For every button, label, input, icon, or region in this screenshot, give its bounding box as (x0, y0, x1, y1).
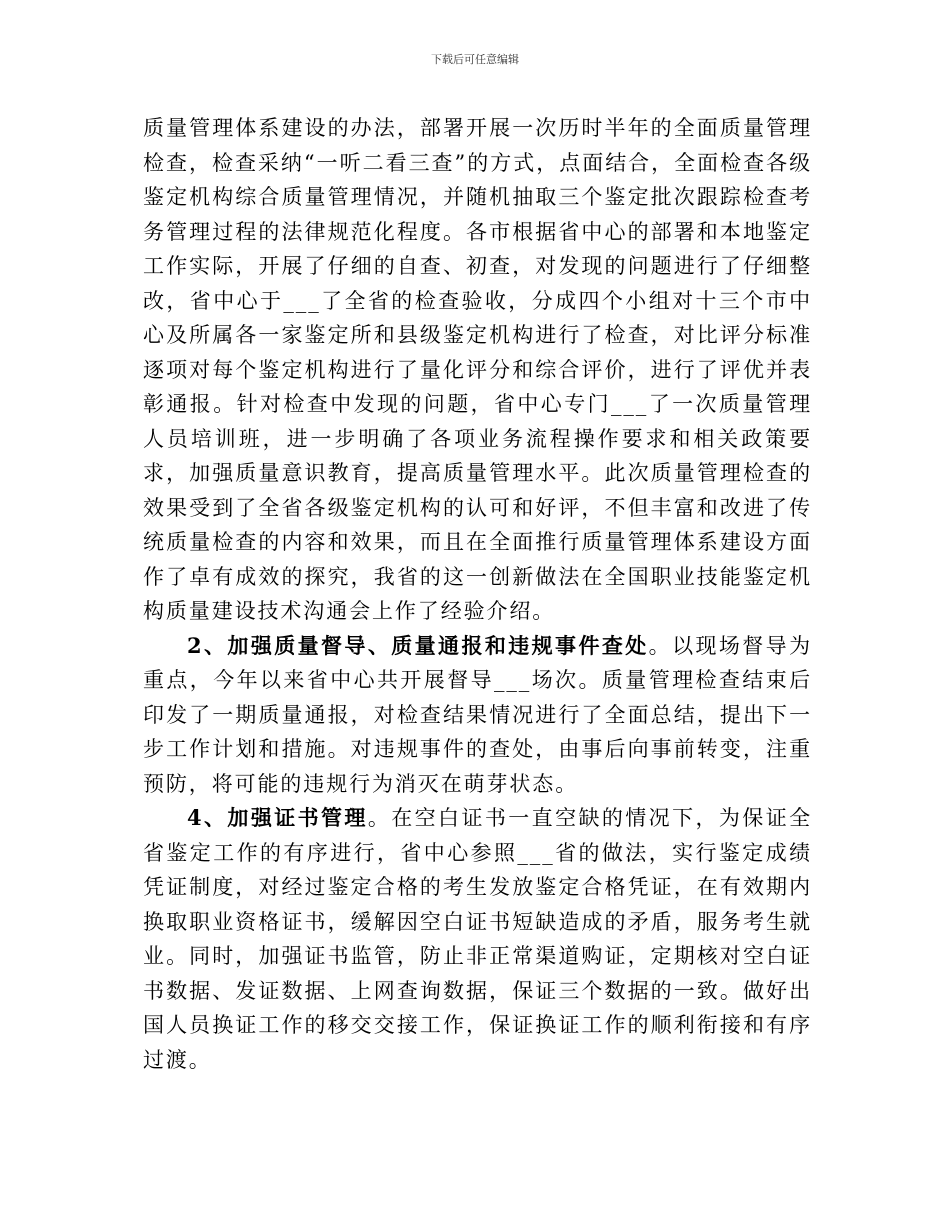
page-header: 下载后可任意编辑 (431, 53, 519, 66)
section-heading: 2、加强质量督导、质量通报和违规事件查处 (187, 632, 649, 658)
section-heading: 4、加强证书管理 (187, 805, 368, 830)
document-body (143, 111, 812, 1077)
paragraph-text: 质量管理体系建设的办法，部署开展一次历时半年的全面质量管理检查，检查采纳“一听二看三查”的方式，点面结合，全面检查各级鉴定机构综合质量管理情况，并随机抽取三个鉴定批次跟踪检查考务管理过程的法律规范化程度。各市根据省中心的部署和本地鉴定工作实际，开展了仔细的自查、初查，对发现的问题进行了仔细整改，省中心于___了全省的检查验收，分成四个小组对十三个市中心及所属各一家鉴定所和县级鉴定机构进行了检查，对比评分标准逐项对每个鉴定机构进行了量化评分和综合评价，进行了评优并表彰通报。针对检查中发现的问题，省中心专门___了一次质量管理人员培训班，进一步明确了各项业务流程操作要求和相关政策要求，加强质量意识教育，提高质量管理水平。此次质量管理检查的效果受到了全省各级鉴定机构的认可和好评，不但丰富和改进了传统质量检查的内容和效果，而且在全面推行质量管理体系建设方面作了卓有成效的探究，我省的这一创新做法在全国职业技能鉴定机构质量建设技术沟通会上作了经验介绍。 (143, 116, 812, 623)
paragraph-text: 。在空白证书一直空缺的情况下，为保证全省鉴定工作的有序进行，省中心参照___省的做法，实行鉴定成绩凭证制度，对经过鉴定合格的考生发放鉴定合格凭证，在有效期内换取职业资格证书，缓解因空白证书短缺造成的矛盾，服务考生就业。同时，加强证书监管，防止非正常渠道购证，定期核对空白证书数据、发证数据、上网查询数据，保证三个数据的一致。做好出国人员换证工作的移交交接工作，保证换证工作的顺利衔接和有序过渡。 (143, 806, 812, 1072)
paragraph-certificates (143, 801, 812, 1077)
paragraph-continuation (143, 111, 812, 629)
paragraph-text: 。以现场督导为重点，今年以来省中心共开展督导___场次。质量管理检查结束后印发了一期质量通报，对检查结果情况进行了全面总结，提出下一步工作计划和措施。对违规事件的查处，由事后向事前转变，注重预防，将可能的违规行为消灭在萌芽状态。 (143, 633, 812, 796)
paragraph-supervision (143, 629, 812, 802)
